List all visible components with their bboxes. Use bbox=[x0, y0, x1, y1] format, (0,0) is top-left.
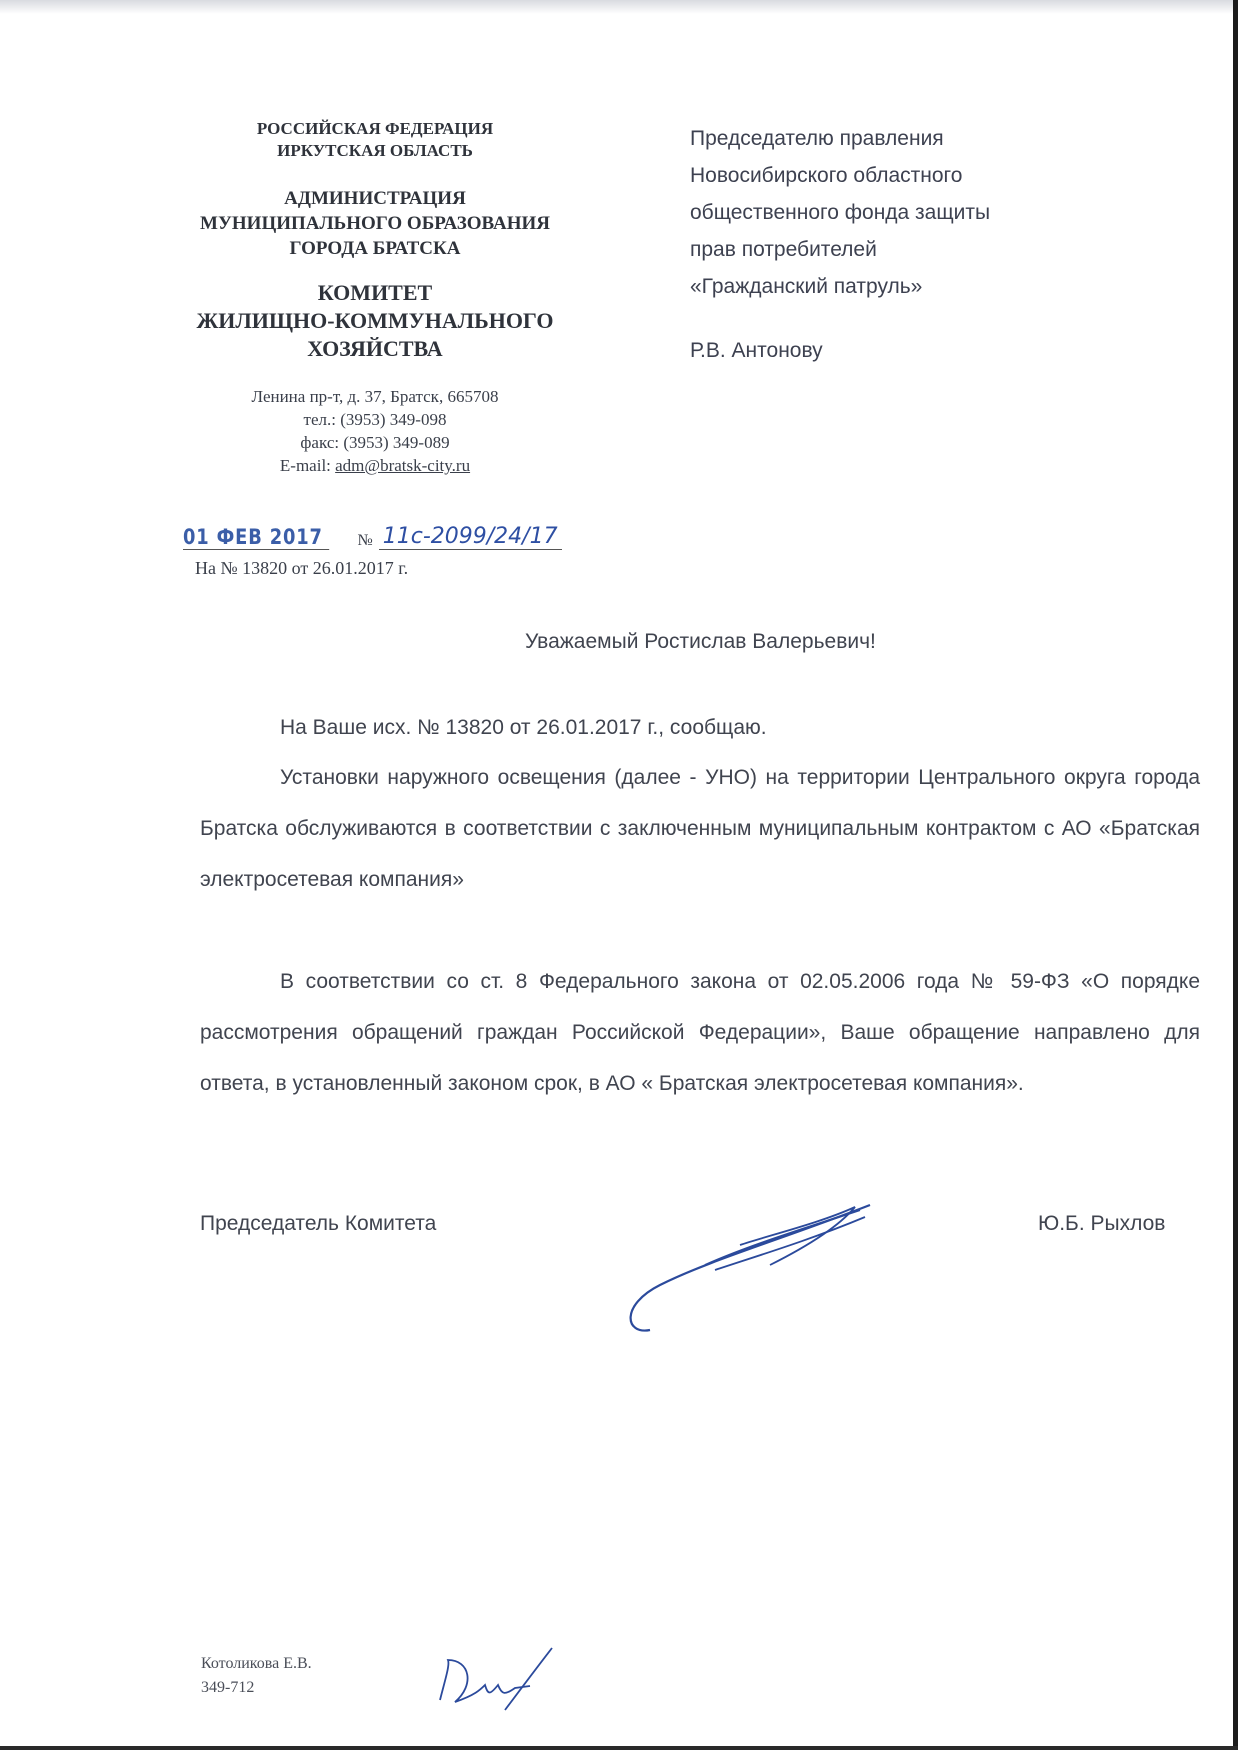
letterhead-region: ИРКУТСКАЯ ОБЛАСТЬ bbox=[277, 141, 473, 160]
letterhead-committee-line1: КОМИТЕТ bbox=[317, 280, 433, 305]
letterhead-email-row bbox=[150, 454, 600, 477]
executor-block bbox=[201, 1652, 312, 1700]
scan-edge-right bbox=[1233, 0, 1238, 1750]
handwritten-signature bbox=[620, 1195, 880, 1345]
addressee-line2: Новосибирского областного bbox=[690, 164, 963, 187]
email-label: E-mail: bbox=[279, 456, 336, 475]
addressee-line4: прав потребителей bbox=[690, 238, 877, 261]
letterhead-admin-line1: АДМИНИСТРАЦИЯ bbox=[284, 188, 466, 209]
addressee-line5: «Гражданский патруль» bbox=[690, 275, 923, 298]
paragraph-3: В соответствии со ст. 8 Федерального закона от 02.05.2006 года № 59-ФЗ «О порядке рассмотрения обращений граждан Российской Федерации», Ваше обращение направлено для ответа, в установленный законом срок, в АО « Братская электросетевая компания». bbox=[200, 970, 1200, 1095]
letterhead-committee-line2: ЖИЛИЩНО-КОММУНАЛЬНОГО bbox=[196, 308, 554, 333]
email-link[interactable]: adm@bratsk-city.ru bbox=[335, 456, 471, 475]
addressee-block bbox=[690, 120, 990, 369]
executor-phone: 349-712 bbox=[201, 1679, 255, 1696]
date-stamp: 01 ФЕВ 2017 bbox=[183, 525, 330, 550]
letterhead-phone: тел.: (3953) 349-098 bbox=[303, 410, 447, 429]
scan-edge-bottom bbox=[0, 1746, 1238, 1750]
executor-name: Котоликова Е.В. bbox=[201, 1655, 312, 1672]
greeting: Уважаемый Ростислав Валерьевич! bbox=[525, 630, 876, 653]
addressee-line3: общественного фонда защиты bbox=[690, 201, 991, 224]
signatory-name: Ю.Б. Рыхлов bbox=[1038, 1212, 1166, 1235]
letterhead-country: РОССИЙСКАЯ ФЕДЕРАЦИЯ bbox=[256, 119, 494, 138]
executor-initials-signature bbox=[430, 1640, 560, 1720]
letterhead-admin-line2: МУНИЦИПАЛЬНОГО ОБРАЗОВАНИЯ bbox=[200, 213, 550, 234]
letterhead-admin-line3: ГОРОДА БРАТСКА bbox=[289, 238, 461, 259]
reference-line: На № 13820 от 26.01.2017 г. bbox=[195, 558, 409, 578]
letterhead bbox=[150, 118, 600, 477]
paragraph-2: Установки наружного освещения (далее - УНО) на территории Центрального округа города Братска обслуживаются в соответствии с заключенным муниципальным контрактом с АО «Братская электросетевая компания» bbox=[200, 766, 1200, 891]
scan-shadow bbox=[0, 0, 1238, 14]
outgoing-number: 11с-2099/24/17 bbox=[379, 524, 562, 550]
letterhead-committee-line3: ХОЗЯЙСТВА bbox=[307, 336, 443, 361]
letterhead-address: Ленина пр-т, д. 37, Братск, 665708 bbox=[251, 387, 499, 406]
signatory-title: Председатель Комитета bbox=[200, 1212, 437, 1235]
addressee-line1: Председателю правления bbox=[690, 127, 944, 150]
registration-line bbox=[183, 524, 597, 550]
addressee-name: Р.В. Антонову bbox=[690, 339, 823, 362]
number-sign: № bbox=[357, 532, 373, 549]
paragraph-1: На Ваше исх. № 13820 от 26.01.2017 г., сообщаю. bbox=[280, 716, 767, 739]
letterhead-fax: факс: (3953) 349-089 bbox=[300, 433, 450, 452]
